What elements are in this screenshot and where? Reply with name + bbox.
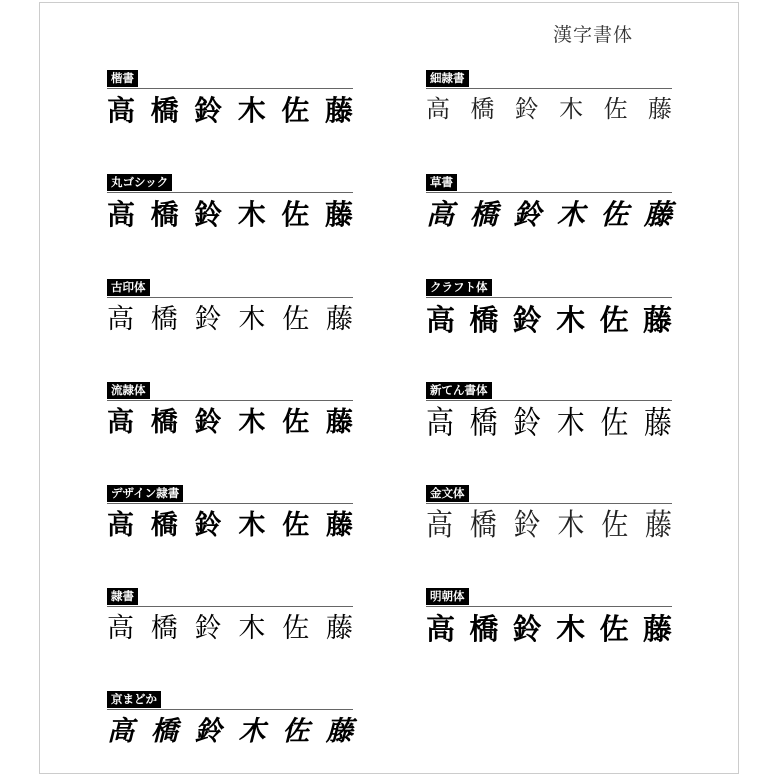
name-samples: [426, 612, 672, 646]
divider: [426, 88, 672, 89]
glyph-hashi: 橋: [469, 403, 498, 441]
divider: [426, 503, 672, 504]
glyph-sa: 佐: [282, 407, 310, 438]
glyph-fuji: 藤: [643, 403, 672, 441]
sample-sousho: [426, 174, 672, 244]
divider: [107, 192, 353, 193]
glyph-suzu: 鈴: [194, 510, 222, 541]
name-samples: [426, 508, 672, 543]
name-samples: [107, 198, 353, 231]
glyph-sa: 佐: [282, 716, 310, 747]
glyph-suzu: 鈴: [194, 613, 222, 644]
sample-maru-gothic: [107, 174, 353, 244]
sample-label: 草書: [426, 174, 457, 191]
glyph-fuji: 藤: [325, 613, 353, 644]
glyph-hashi: 橋: [150, 94, 179, 127]
sample-label: 古印体: [107, 279, 150, 296]
sample-label: 細隷書: [426, 70, 469, 87]
glyph-ki: 木: [238, 613, 266, 644]
sample-ryureitai: [107, 382, 353, 452]
glyph-taka: 高: [107, 510, 134, 541]
glyph-fuji: 藤: [642, 303, 672, 337]
sample-label: 丸ゴシック: [107, 174, 172, 191]
page-title: 漢字書体: [553, 24, 634, 46]
glyph-taka: 高: [426, 612, 456, 646]
glyph-sa: 佐: [600, 198, 629, 231]
glyph-ki: 木: [237, 94, 266, 127]
glyph-taka: 高: [426, 95, 450, 123]
glyph-hashi: 橋: [150, 613, 178, 644]
glyph-taka: 高: [107, 613, 134, 644]
sample-label: 流隷体: [107, 382, 150, 399]
name-samples: [107, 94, 353, 127]
name-samples: [107, 615, 353, 642]
glyph-fuji: 藤: [325, 304, 353, 335]
glyph-taka: 高: [426, 403, 455, 441]
glyph-suzu: 鈴: [512, 303, 542, 337]
glyph-hashi: 橋: [470, 95, 495, 123]
sample-label: クラフト体: [426, 279, 492, 296]
glyph-sa: 佐: [281, 94, 310, 127]
sample-sai-reisho: [426, 70, 672, 140]
glyph-suzu: 鈴: [514, 95, 539, 123]
glyph-suzu: 鈴: [513, 198, 542, 231]
glyph-ki: 木: [238, 510, 266, 541]
glyph-suzu: 鈴: [194, 198, 223, 231]
glyph-fuji: 藤: [324, 94, 353, 127]
glyph-sa: 佐: [281, 198, 310, 231]
name-samples: [426, 403, 672, 441]
glyph-suzu: 鈴: [194, 94, 223, 127]
glyph-hashi: 橋: [469, 612, 499, 646]
glyph-sa: 佐: [282, 613, 310, 644]
glyph-fuji: 藤: [647, 95, 672, 123]
sample-kaisho: [107, 70, 353, 140]
sample-label: 明朝体: [426, 588, 469, 605]
glyph-hashi: 橋: [469, 508, 497, 543]
sample-reisho: [107, 588, 353, 658]
divider: [107, 400, 353, 401]
sample-craft: [426, 279, 672, 349]
name-samples: [426, 97, 672, 121]
divider: [426, 400, 672, 401]
glyph-ki: 木: [238, 716, 266, 747]
glyph-taka: 高: [107, 94, 136, 127]
glyph-suzu: 鈴: [513, 508, 541, 543]
glyph-suzu: 鈴: [194, 304, 222, 335]
glyph-sa: 佐: [601, 508, 629, 543]
glyph-sa: 佐: [282, 510, 310, 541]
glyph-suzu: 鈴: [194, 407, 222, 438]
glyph-sa: 佐: [282, 304, 310, 335]
divider: [426, 606, 672, 607]
sample-koin: [107, 279, 353, 349]
sample-label: 新てん書体: [426, 382, 492, 399]
glyph-taka: 高: [426, 303, 456, 337]
divider: [426, 192, 672, 193]
sample-label: 金文体: [426, 485, 469, 502]
sample-label: 京まどか: [107, 691, 161, 708]
glyph-taka: 高: [107, 304, 134, 335]
glyph-hashi: 橋: [469, 303, 499, 337]
glyph-fuji: 藤: [642, 612, 672, 646]
divider: [107, 297, 353, 298]
glyph-ki: 木: [237, 198, 266, 231]
glyph-fuji: 藤: [325, 510, 353, 541]
sample-kinbuntai: [426, 485, 672, 555]
glyph-ki: 木: [238, 407, 266, 438]
name-samples: [426, 198, 672, 231]
glyph-suzu: 鈴: [512, 612, 542, 646]
sample-label: 隷書: [107, 588, 138, 605]
glyph-fuji: 藤: [324, 198, 353, 231]
sample-shintensho: [426, 382, 672, 452]
glyph-ki: 木: [556, 198, 585, 231]
sample-label: 楷書: [107, 70, 138, 87]
glyph-sa: 佐: [599, 612, 629, 646]
glyph-taka: 高: [426, 508, 453, 543]
glyph-fuji: 藤: [644, 508, 672, 543]
glyph-sa: 佐: [603, 95, 628, 123]
name-samples: [426, 303, 672, 337]
glyph-fuji: 藤: [643, 198, 672, 231]
glyph-sa: 佐: [599, 303, 629, 337]
sample-design-reisho: [107, 485, 353, 555]
glyph-hashi: 橋: [150, 407, 178, 438]
glyph-fuji: 藤: [325, 407, 353, 438]
glyph-taka: 高: [426, 198, 455, 231]
divider: [107, 88, 353, 89]
name-samples: [107, 306, 353, 333]
divider: [107, 503, 353, 504]
glyph-suzu: 鈴: [194, 716, 222, 747]
name-samples: [107, 718, 353, 745]
name-samples: [107, 409, 353, 436]
divider: [107, 709, 353, 710]
glyph-suzu: 鈴: [513, 403, 542, 441]
divider: [107, 606, 353, 607]
sample-label: デザイン隷書: [107, 485, 183, 502]
glyph-ki: 木: [556, 612, 586, 646]
sample-kyomadoka: [107, 691, 353, 761]
glyph-taka: 高: [107, 716, 134, 747]
glyph-ki: 木: [557, 508, 585, 543]
name-samples: [107, 512, 353, 539]
glyph-hashi: 橋: [150, 510, 178, 541]
glyph-taka: 高: [107, 407, 134, 438]
glyph-hashi: 橋: [469, 198, 498, 231]
glyph-sa: 佐: [600, 403, 629, 441]
glyph-ki: 木: [559, 95, 584, 123]
glyph-fuji: 藤: [325, 716, 353, 747]
glyph-ki: 木: [556, 403, 585, 441]
sample-mincho: [426, 588, 672, 658]
glyph-hashi: 橋: [150, 198, 179, 231]
glyph-hashi: 橋: [150, 716, 178, 747]
glyph-taka: 高: [107, 198, 136, 231]
glyph-ki: 木: [556, 303, 586, 337]
glyph-hashi: 橋: [150, 304, 178, 335]
glyph-ki: 木: [238, 304, 266, 335]
divider: [426, 297, 672, 298]
